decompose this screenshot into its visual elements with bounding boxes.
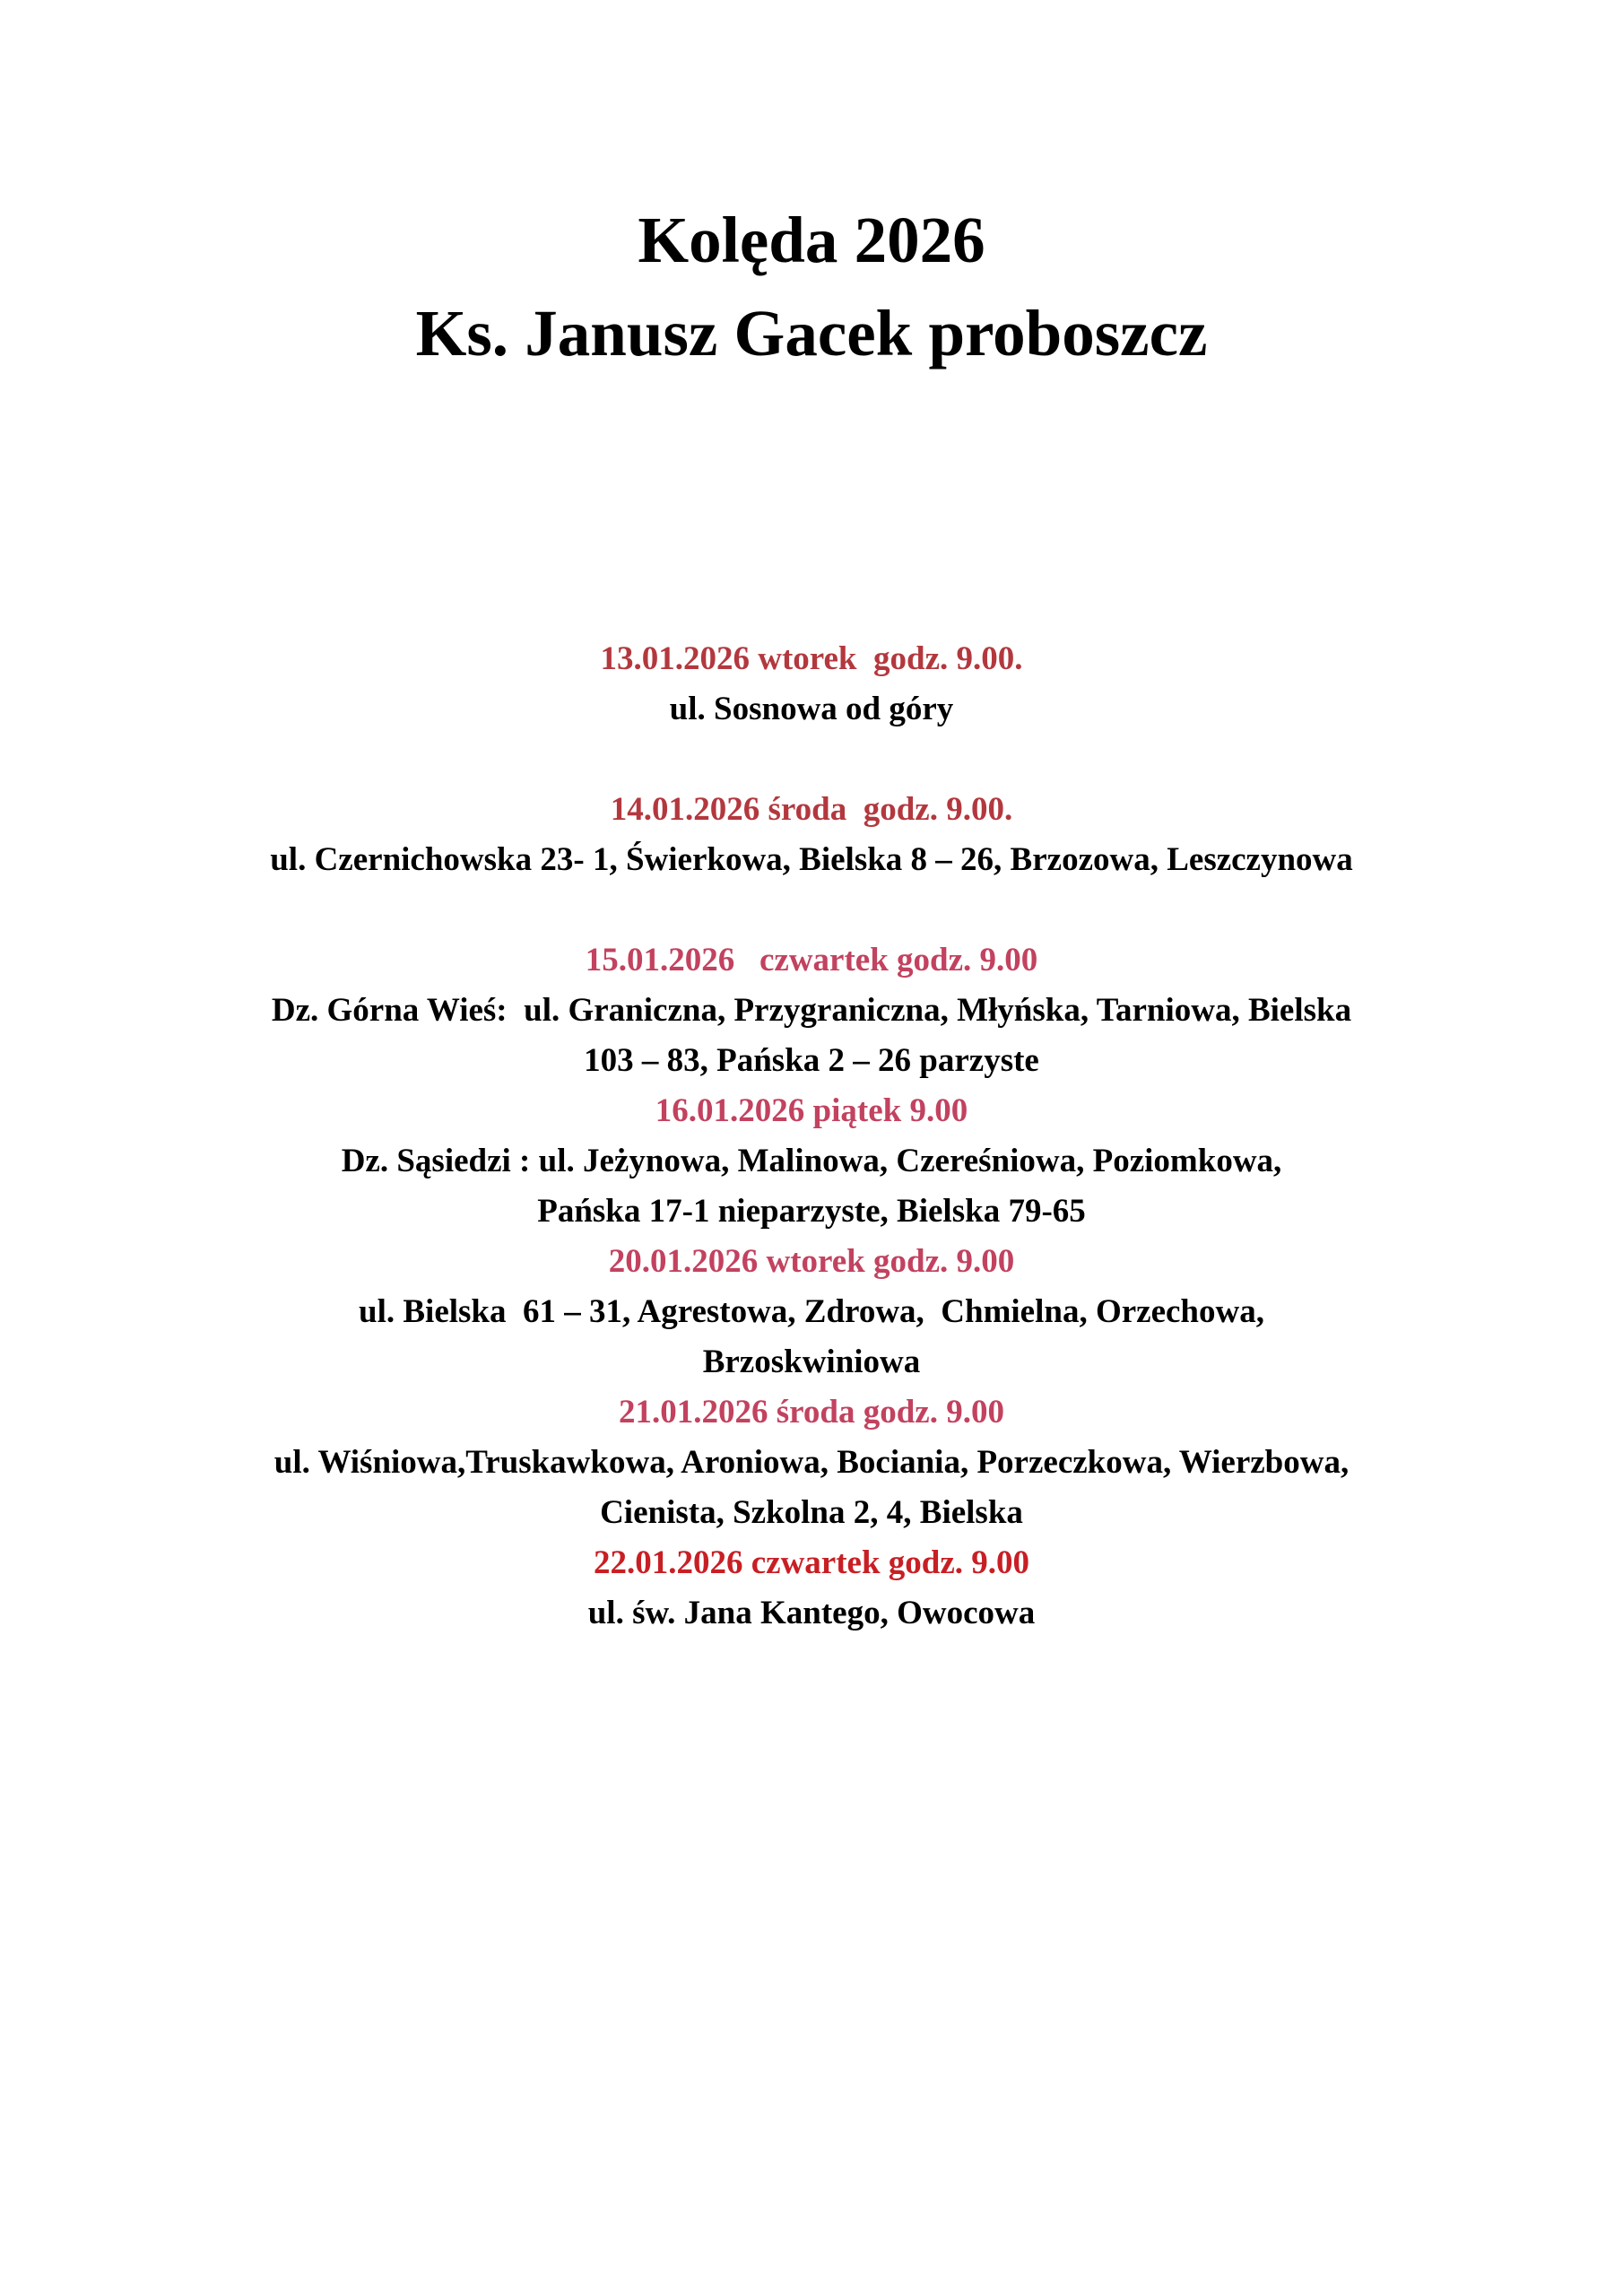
entry-date: 22.01.2026 czwartek godz. 9.00 <box>593 1544 1030 1581</box>
schedule-entry <box>0 1237 1623 1387</box>
schedule-entry <box>0 1086 1623 1237</box>
entry-streets: Dz. Sąsiedzi : ul. Jeżynowa, Malinowa, Czereśniowa, Poziomkowa, <box>341 1143 1282 1179</box>
entry-spacer <box>0 885 1623 935</box>
entry-date: 16.01.2026 piątek 9.00 <box>655 1092 968 1129</box>
entry-streets: ul. Wiśniowa,Truskawkowa, Aroniowa, Bociania, Porzeczkowa, Wierzbowa, <box>273 1444 1350 1481</box>
entry-streets: Dz. Górna Wieś: ul. Graniczna, Przygraniczna, Młyńska, Tarniowa, Bielska <box>271 992 1352 1029</box>
entry-streets: ul. Czernichowska 23- 1, Świerkowa, Bielska 8 – 26, Brzozowa, Leszczynowa <box>270 841 1353 878</box>
visit-schedule <box>0 634 1623 1639</box>
schedule-entry <box>0 785 1623 885</box>
schedule-entry <box>0 634 1623 735</box>
title-block <box>0 194 1623 380</box>
schedule-entry <box>0 935 1623 1086</box>
entry-date: 14.01.2026 środa godz. 9.00. <box>610 791 1013 828</box>
entry-spacer <box>0 735 1623 785</box>
entry-streets: Pańska 17-1 nieparzyste, Bielska 79-65 <box>537 1193 1086 1230</box>
entry-date: 20.01.2026 wtorek godz. 9.00 <box>608 1243 1015 1280</box>
entry-date: 15.01.2026 czwartek godz. 9.00 <box>585 942 1038 978</box>
entry-streets: ul. Bielska 61 – 31, Agrestowa, Zdrowa, Chmielna, Orzechowa, <box>359 1293 1264 1330</box>
entry-date: 13.01.2026 wtorek godz. 9.00. <box>600 640 1023 677</box>
entry-date: 21.01.2026 środa godz. 9.00 <box>619 1394 1004 1431</box>
page-subtitle: Ks. Janusz Gacek proboszcz <box>415 297 1208 370</box>
entry-streets: 103 – 83, Pańska 2 – 26 parzyste <box>584 1042 1039 1079</box>
page-title: Kolęda 2026 <box>638 204 985 276</box>
entry-streets: Brzoskwiniowa <box>702 1344 921 1380</box>
entry-streets: Cienista, Szkolna 2, 4, Bielska <box>600 1494 1023 1531</box>
schedule-entry <box>0 1538 1623 1639</box>
entry-streets: ul. św. Jana Kantego, Owocowa <box>587 1595 1036 1631</box>
schedule-entry <box>0 1387 1623 1538</box>
entry-streets: ul. Sosnowa od góry <box>669 691 954 727</box>
